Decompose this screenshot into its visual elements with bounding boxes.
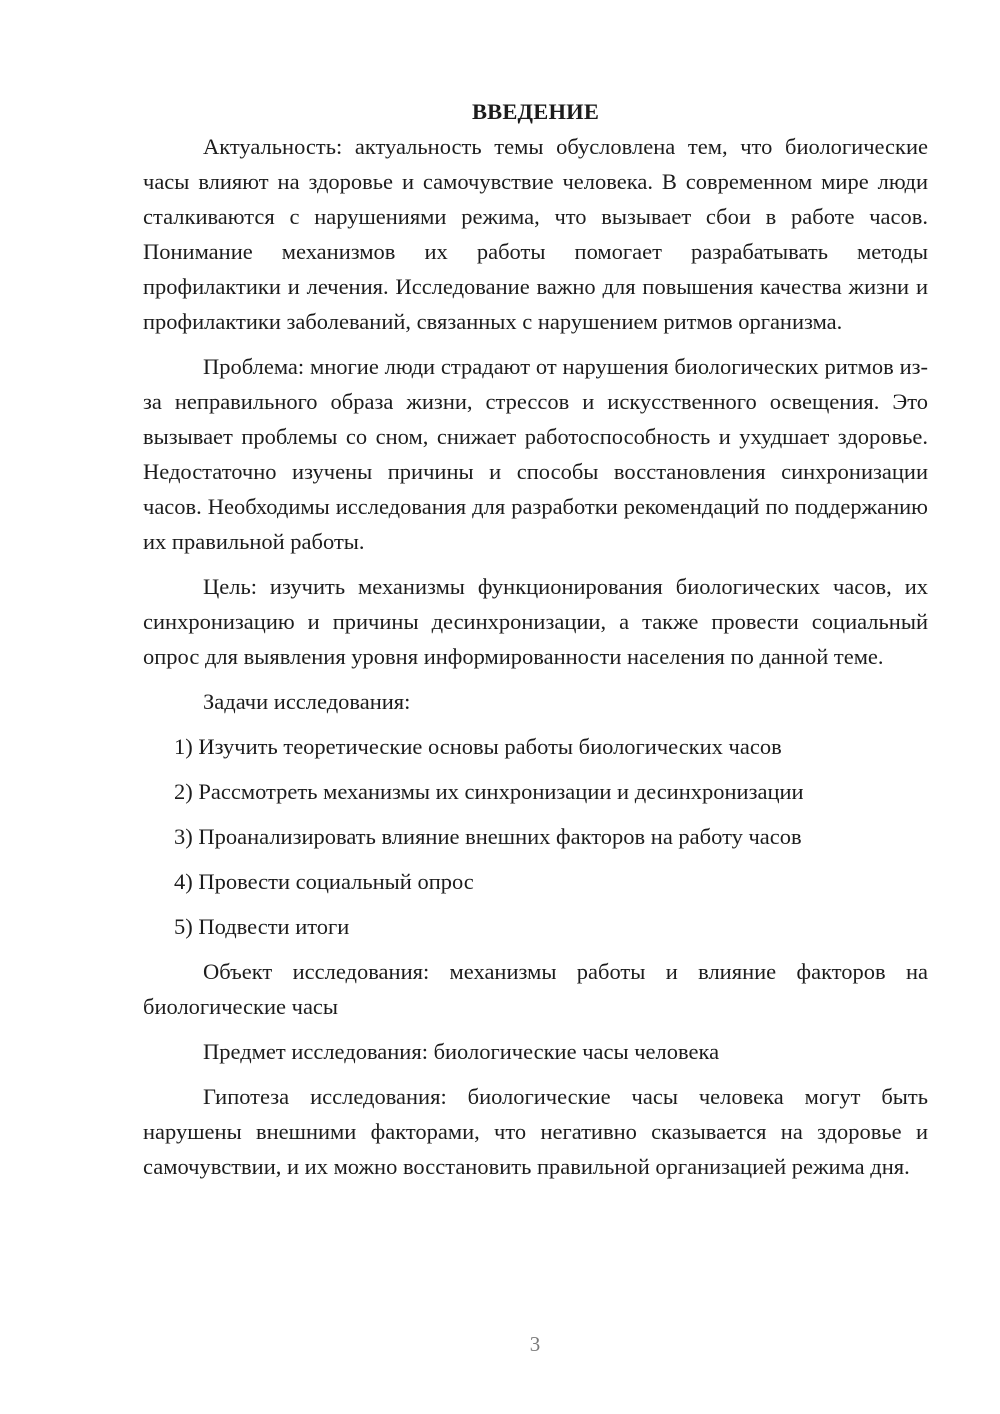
task-item: 2) Рассмотреть механизмы их синхронизации и десинхронизации <box>174 779 804 804</box>
hypothesis-paragraph: Гипотеза исследования: биологические часы человека могут быть нарушены внешними факторами, что негативно сказывается на здоровье и самочувствии, и их можно восстановить правильной организацией режима дня. <box>143 1084 928 1179</box>
task-item: 5) Подвести итоги <box>174 914 350 939</box>
tasks-heading: Задачи исследования: <box>203 689 411 714</box>
research-subject-paragraph: Предмет исследования: биологические часы человека <box>203 1039 720 1064</box>
relevance-paragraph: Актуальность: актуальность темы обусловлена тем, что биологические часы влияют на здоровье и самочувствие человека. В современном мире люди сталкиваются с нарушениями режима, что вызывает сбои в работе часов. Понимание механизмов их работы помогает разрабатывать методы профилактики и лечения. Исследование важно для повышения качества жизни и профилактики заболеваний, связанных с нарушением ритмов организма. <box>143 134 928 334</box>
problem-paragraph: Проблема: многие люди страдают от нарушения биологических ритмов из-за неправильного образа жизни, стрессов и искусственного освещения. Это вызывает проблемы со сном, снижает работоспособность и ухудшает здоровье. Недостаточно изучены причины и способы восстановления синхронизации часов. Необходимы исследования для разработки рекомендаций по поддержанию их правильной работы. <box>143 354 928 554</box>
goal-paragraph: Цель: изучить механизмы функционирования биологических часов, их синхронизацию и причины десинхронизации, а также провести социальный опрос для выявления уровня информированности населения по данной теме. <box>143 574 928 669</box>
task-item: 3) Проанализировать влияние внешних факторов на работу часов <box>174 824 802 849</box>
research-object-paragraph: Объект исследования: механизмы работы и влияние факторов на биологические часы <box>143 959 928 1019</box>
task-item: 1) Изучить теоретические основы работы биологических часов <box>174 734 782 759</box>
document-page <box>143 94 928 1194</box>
page-number: 3 <box>529 1332 541 1356</box>
page-title: ВВЕДЕНИЕ <box>471 99 600 124</box>
task-item: 4) Провести социальный опрос <box>174 869 474 894</box>
tasks-list <box>143 729 928 944</box>
